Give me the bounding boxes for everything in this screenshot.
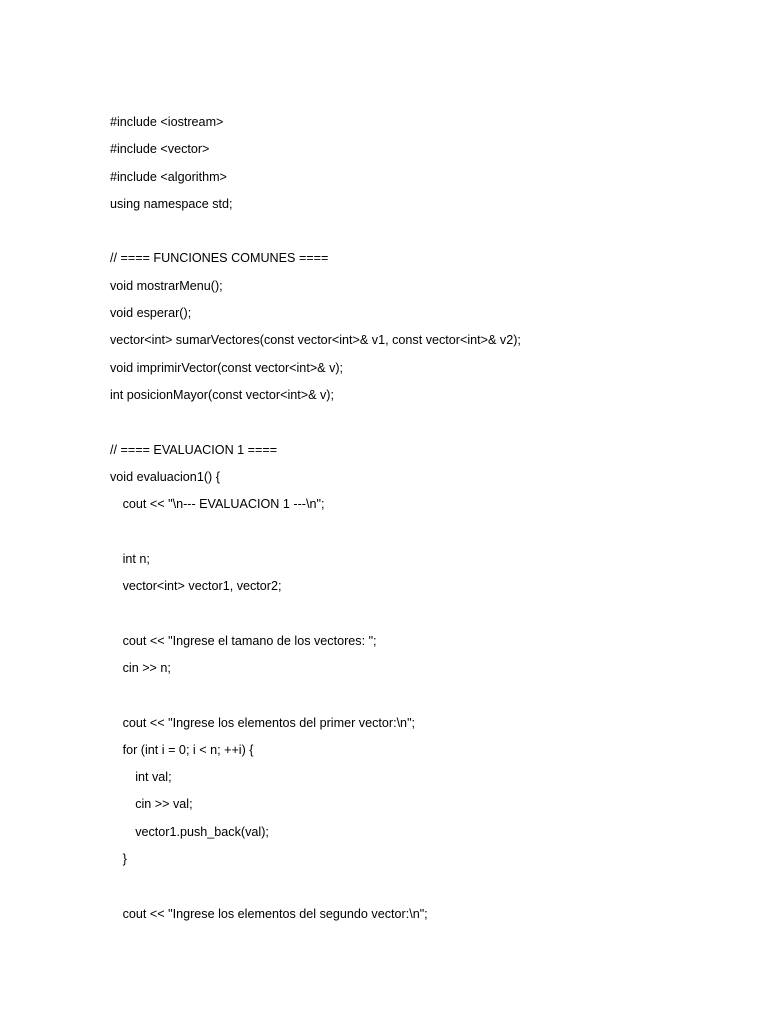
- code-line: vector1.push_back(val);: [135, 824, 269, 839]
- code-line: cin >> val;: [135, 797, 193, 812]
- code-line: cout << "Ingrese los elementos del segundo vector:\n";: [122, 906, 428, 921]
- code-line: int val;: [135, 770, 172, 785]
- code-line: }: [122, 852, 127, 867]
- blank-line: [110, 682, 730, 709]
- code-line: // ==== FUNCIONES COMUNES ====: [110, 251, 329, 266]
- code-line: for (int i = 0; i < n; ++i) {: [122, 742, 254, 757]
- code-line: int posicionMayor(const vector<int>& v);: [110, 387, 334, 402]
- code-line: #include <algorithm>: [110, 169, 227, 184]
- code-line: cin >> n;: [122, 660, 171, 675]
- blank-line: [110, 409, 730, 436]
- code-line: cout << "Ingrese los elementos del primer vector:\n";: [122, 715, 416, 730]
- code-line: #include <vector>: [110, 142, 210, 157]
- code-line: vector<int> vector1, vector2;: [122, 579, 282, 594]
- code-line: #include <iostream>: [110, 115, 224, 129]
- code-line: cout << "Ingrese el tamano de los vectores: ";: [122, 633, 377, 648]
- code-line: void esperar();: [110, 306, 192, 321]
- code-line: // ==== EVALUACION 1 ====: [110, 442, 278, 457]
- code-line: void imprimirVector(const vector<int>& v);: [110, 360, 344, 375]
- code-line: void evaluacion1() {: [110, 469, 220, 484]
- code-line: void mostrarMenu();: [110, 278, 223, 293]
- code-line: using namespace std;: [110, 196, 233, 211]
- code-line: vector<int> sumarVectores(const vector<int>& v1, const vector<int>& v2);: [110, 333, 521, 348]
- blank-line: [110, 600, 730, 627]
- code-line: cout << "\n--- EVALUACION 1 ---\n";: [122, 497, 325, 512]
- code-line: int n;: [122, 551, 150, 566]
- code-body: [110, 109, 730, 928]
- blank-line: [110, 873, 730, 900]
- blank-line: [110, 518, 730, 545]
- blank-line: [110, 218, 730, 245]
